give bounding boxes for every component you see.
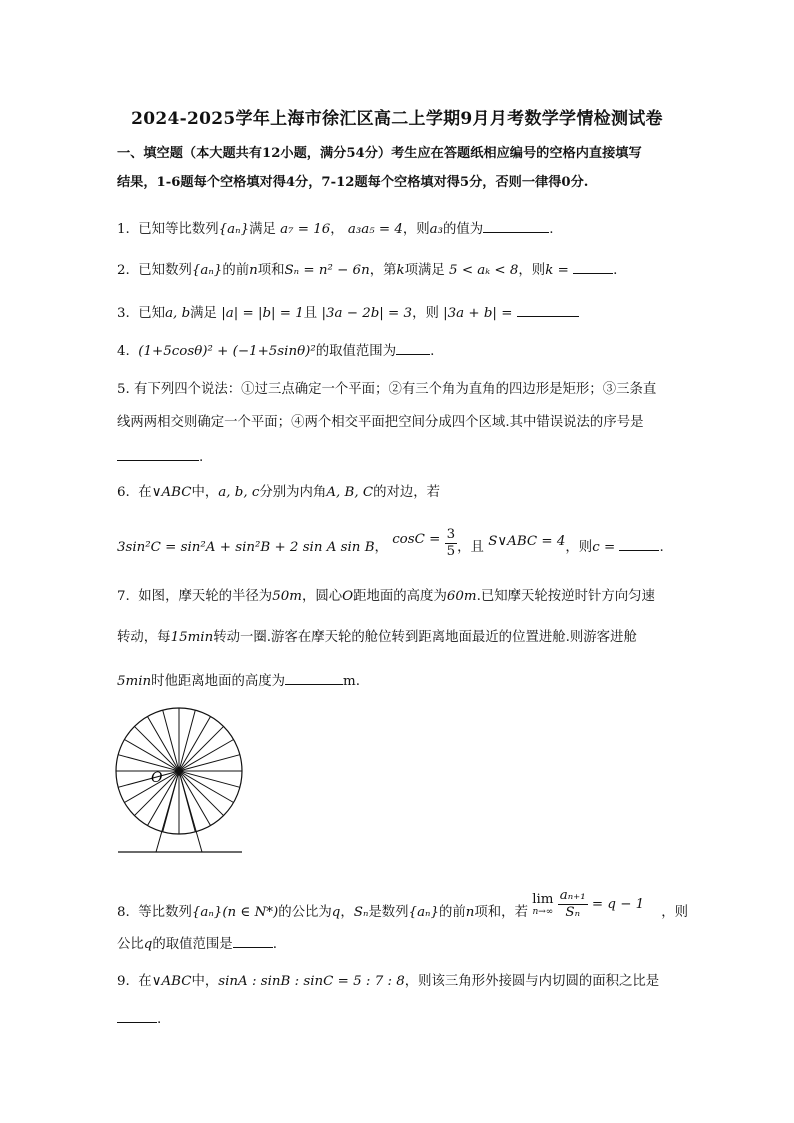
question-8-line2: 公比q的取值范围是 . xyxy=(117,933,277,955)
answer-blank-7[interactable] xyxy=(285,670,343,685)
question-5-line3: . xyxy=(117,446,203,468)
answer-blank-5[interactable] xyxy=(117,446,199,461)
question-6-line2: 3sin²C = sin²A + sin²B + 2 sin A sin B， cosC = $\frac{3}{5}$ ，且 S∨ABC = 4，则c = . xyxy=(117,527,664,559)
question-9-line1: 9. 在∨ABC中，sinA : sinB : sinC = 5 : 7 : 8，则该三角形外接圆与内切圆的面积之比是 xyxy=(117,974,660,989)
limit-operator: lim n→∞ xyxy=(532,891,554,917)
center-label-O: O xyxy=(151,770,163,786)
question-5-line2: 线两两相交则确定一个平面；④两个相交平面把空间分成四个区域.其中错误说法的序号是 xyxy=(117,415,644,430)
question-6-line1: 6. 在∨ABC中，a, b, c分别为内角A, B, C的对边，若 xyxy=(117,485,441,500)
question-7-line2: 转动，每15min转动一圈.游客在摩天轮的舱位转到距离地面最近的位置进舱.则游客进舱 xyxy=(117,630,637,645)
answer-blank-1[interactable] xyxy=(483,218,549,233)
section-instructions-line2: 结果，1-6题每个空格填对得4分，7-12题每个空格填对得5分，否则一律得0分. xyxy=(117,175,589,190)
answer-blank-4[interactable] xyxy=(396,340,430,355)
question-7-line1: 7. 如图，摩天轮的半径为50m，圆心O距地面的高度为60m.已知摩天轮按逆时针方向匀速 xyxy=(117,589,655,604)
answer-blank-6[interactable] xyxy=(619,536,659,551)
question-8-line1: 8. 等比数列{aₙ}(n ∈ N*)的公比为q，Sₙ是数列{aₙ}的前n项和，若 lim n→∞ $\frac{\text{aₙ₊₁}}{\text{Sₙ}}$ = q − 1 ，则 xyxy=(117,888,689,920)
section-instructions-line1: 一、填空题（本大题共有12小题，满分54分）考生应在答题纸相应编号的空格内直接填写 xyxy=(117,146,642,161)
limit-fraction: $\frac{\text{aₙ₊₁}}{\text{Sₙ}}$ xyxy=(559,888,586,920)
question-7-line3: 5min时他距离地面的高度为 m. xyxy=(117,670,360,692)
ferris-wheel-figure xyxy=(108,700,250,860)
exam-title: 2024-2025学年上海市徐汇区高二上学期9月月考数学学情检测试卷 xyxy=(131,109,663,129)
question-1: 1. 已知等比数列{aₙ}满足 a₇ = 16， a₃a₅ = 4，则a₃的值为 . xyxy=(117,218,553,240)
question-4: 4. (1+5cosθ)² + (−1+5sinθ)²的取值范围为 . xyxy=(117,340,434,362)
question-9-line2: . xyxy=(117,1008,161,1030)
fraction-3-5: $\frac{3}{5}$ xyxy=(446,527,456,559)
answer-blank-2[interactable] xyxy=(573,259,613,274)
answer-blank-3[interactable] xyxy=(517,302,579,317)
question-5-line1: 5. 有下列四个说法：①过三点确定一个平面；②有三个角为直角的四边形是矩形；③三条直 xyxy=(117,382,657,397)
answer-blank-9[interactable] xyxy=(117,1008,157,1023)
question-3: 3. 已知a, b满足 |a| = |b| = 1且 |3a − 2b| = 3，则 |3a + b| = xyxy=(117,302,579,324)
question-2: 2. 已知数列{aₙ}的前n项和Sₙ = n² − 6n，第k项满足 5 < aₖ < 8，则k = . xyxy=(117,259,617,281)
answer-blank-8[interactable] xyxy=(233,933,273,948)
